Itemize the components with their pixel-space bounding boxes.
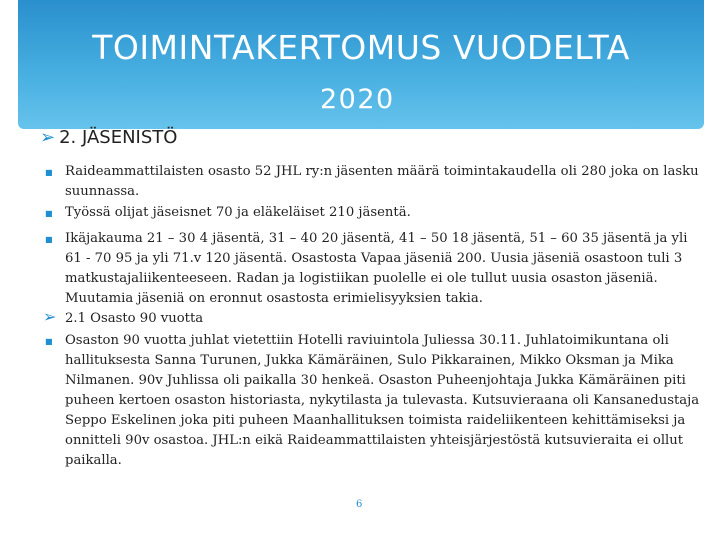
- page-number: 6: [356, 499, 363, 510]
- slide-title-line1: TOIMINTAKERTOMUS VUODELTA: [92, 28, 630, 67]
- square-bullet-icon: ■: [45, 235, 53, 244]
- arrow-bullet-icon: ➢: [43, 307, 57, 326]
- slide-title-line2: 2020: [320, 84, 395, 115]
- paragraph-age-distribution: Ikäjakauma 21 – 30 4 jäsentä, 31 – 40 20 jäsentä, 41 – 50 18 jäsentä, 51 – 60 35 jäsentä ja yli 61 - 70 95 ja yli 71.v 120 jäsentä. Osastosta Vapaa jäseniä 200. Uusia jäseniä osastoon tuli 3 matkustajaliikenteeseen. Radan ja logistiikan puolelle ei ole tullut uusia osaston jäseniä. Muutamia jäseniä on eronnut osastosta erimielisyyksien takia.: [65, 231, 688, 306]
- arrow-bullet-icon: ➢: [40, 127, 56, 148]
- section-heading-row: [40, 127, 177, 148]
- paragraph-anniversary: Osaston 90 vuotta juhlat vietettiin Hotelli raviuintola Juliessa 30.11. Juhlatoimikuntana oli hallituksesta Sanna Turunen, Jukka Kämäräinen, Sulo Pikkarainen, Mikko Oksman ja Mika Nilmanen. 90v Juhlissa oli paikalla 30 henkeä. Osaston Puheenjohtaja Jukka Kämäräinen piti puheen kertoen osaston historiasta, nykytilasta ja tulevasta. Kutsuvieraana oli Kansanedustaja Seppo Eskelinen joka piti puheen Maanhallituksen toimista raideliikenteen kehittämiseksi ja onnitteli 90v osastoa. JHL:n eikä Raideammattilaisten yhteisjärjestöstä kutsuvieraita ei ollut paikalla.: [65, 333, 700, 468]
- section-heading: 2. JÄSENISTÖ: [59, 127, 178, 148]
- paragraph-subheading-90-years: 2.1 Osasto 90 vuotta: [65, 311, 204, 326]
- square-bullet-icon: ■: [45, 168, 53, 177]
- square-bullet-icon: ■: [45, 337, 53, 346]
- square-bullet-icon: ■: [45, 209, 53, 218]
- paragraph-working-retired: Työssä olijat jäseisnet 70 ja eläkeläiset 210 jäsentä.: [65, 205, 411, 220]
- paragraph-member-count: Raideammattilaisten osasto 52 JHL ry:n jäsenten määrä toimintakaudella oli 280 joka on lasku suunnassa.: [65, 164, 699, 199]
